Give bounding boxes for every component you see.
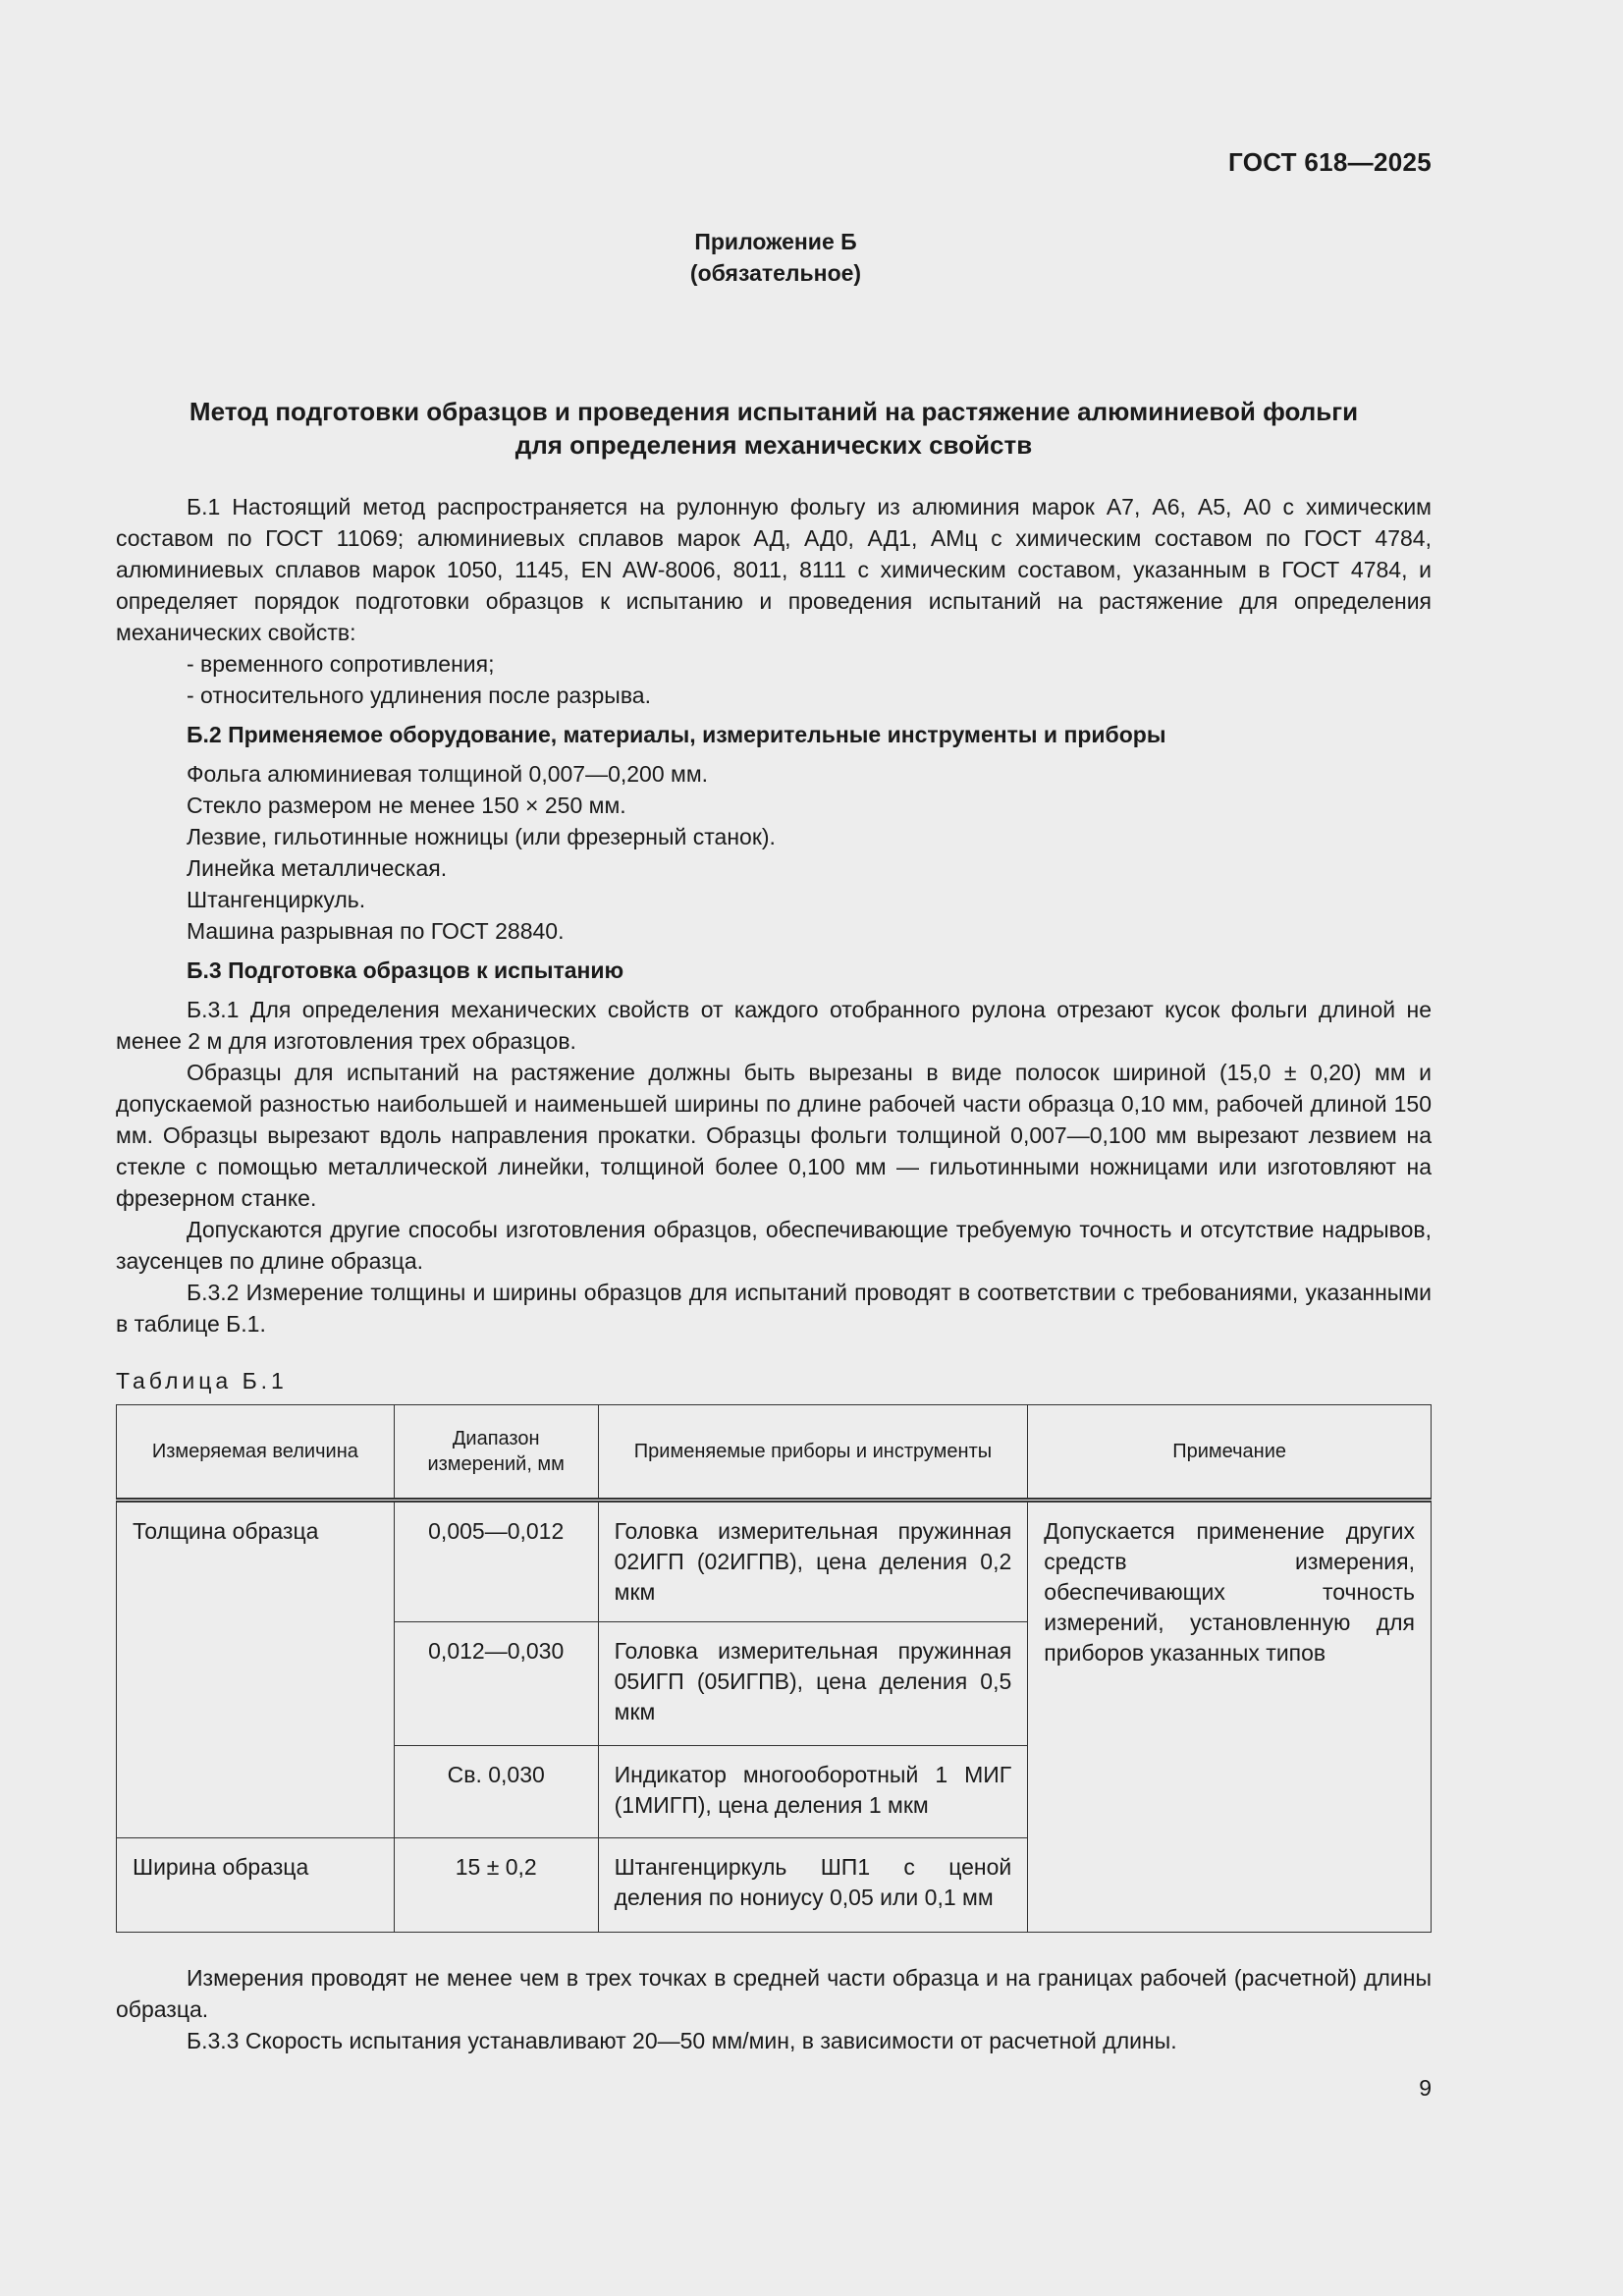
column-header: Измеряемая величина <box>117 1405 395 1501</box>
document-body <box>116 491 1432 2056</box>
paragraph-b1: Б.1 Настоящий метод распространяется на рулонную фольгу из алюминия марок А7, А6, А5, А0 с химическим составом по ГОСТ 11069; алюминиевых сплавов марок АД, АД0, АД1, АМц с химическим составом по ГОСТ 4784, алюминиевых сплавов марок 1050, 1145, EN AW-8006, 8011, 8111 с химическим составом, указанным в ГОСТ 4784, и определяет порядок подготовки образцов к испытанию и проведения испытаний на растяжение для определения механических свойств: <box>116 494 1432 645</box>
appendix-heading <box>0 226 1551 289</box>
main-title-line-1: Метод подготовки образцов и проведения испытаний на растяжение алюминиевой фольги <box>189 397 1359 426</box>
measurement-table <box>116 1404 1432 1933</box>
table-caption: Таблица Б.1 <box>116 1368 288 1394</box>
quantity-cell-thickness: Толщина образца <box>117 1501 395 1838</box>
equipment-item: Стекло размером не менее 150 × 250 мм. <box>187 793 626 818</box>
main-title-line-2: для определения механических свойств <box>514 430 1033 460</box>
equipment-item: Линейка металлическая. <box>187 855 448 881</box>
range-cell: Св. 0,030 <box>394 1746 598 1838</box>
column-header: Примечание <box>1028 1405 1432 1501</box>
paragraph-b3-3: Б.3.3 Скорость испытания устанавливают 20—50 мм/мин, в зависимости от расчетной длины. <box>187 2028 1177 2053</box>
appendix-title: Приложение Б <box>694 229 857 254</box>
list-item: - временного сопротивления; <box>187 651 495 677</box>
note-cell: Допускается применение других средств измерения, обеспечивающих точность измерений, установленную для приборов указанных типов <box>1028 1501 1432 1933</box>
paragraph-b3-2: Б.3.2 Измерение толщины и ширины образцов для испытаний проводят в соответствии с требованиями, указанными в таблице Б.1. <box>116 1280 1432 1337</box>
column-header: Диапазон измерений, мм <box>394 1405 598 1501</box>
table-row <box>117 1501 1432 1622</box>
tool-cell: Головка измерительная пружинная 02ИГП (02ИГПВ), цена деления 0,2 мкм <box>598 1501 1028 1622</box>
page-number: 9 <box>1419 2075 1432 2101</box>
paragraph-b3-1: Б.3.1 Для определения механических свойств от каждого отобранного рулона отрезают кусок фольги длиной не менее 2 м для изготовления трех образцов. <box>116 997 1432 1054</box>
equipment-item: Фольга алюминиевая толщиной 0,007—0,200 мм. <box>187 761 709 787</box>
section-heading-b3: Б.3 Подготовка образцов к испытанию <box>187 957 624 983</box>
paragraph-other-methods: Допускаются другие способы изготовления образцов, обеспечивающие требуемую точность и отсутствие надрывов, заусенцев по длине образца. <box>116 1217 1432 1274</box>
equipment-item: Штангенциркуль. <box>187 887 366 912</box>
equipment-item: Машина разрывная по ГОСТ 28840. <box>187 918 565 944</box>
table-header-row <box>117 1405 1432 1501</box>
section-heading-b2: Б.2 Применяемое оборудование, материалы, измерительные инструменты и приборы <box>187 722 1166 747</box>
quantity-cell-width: Ширина образца <box>117 1838 395 1933</box>
paragraph-measurement-points: Измерения проводят не менее чем в трех точках в средней части образца и на границах рабочей (расчетной) длины образца. <box>116 1965 1432 2022</box>
tool-cell: Индикатор многооборотный 1 МИГ (1МИГП), цена деления 1 мкм <box>598 1746 1028 1838</box>
tool-cell: Штангенциркуль ШП1 с ценой деления по нониусу 0,05 или 0,1 мм <box>598 1838 1028 1933</box>
list-item: - относительного удлинения после разрыва. <box>187 683 651 708</box>
document-code: ГОСТ 618—2025 <box>1228 147 1432 177</box>
paragraph-specimen-shape: Образцы для испытаний на растяжение должны быть вырезаны в виде полосок шириной (15,0 ± 0,20) мм и допускаемой разностью наибольшей и наименьшей ширины по длине рабочей части образца 0,10 мм, рабочей длиной 150 мм. Образцы вырезают вдоль направления прокатки. Образцы фольги толщиной 0,007—0,100 мм вырезают лезвием на стекле с помощью металлической линейки, толщиной более 0,100 мм — гильотинными ножницами или изготовляют на фрезерном станке. <box>116 1060 1432 1211</box>
column-header: Применяемые приборы и инструменты <box>598 1405 1028 1501</box>
range-cell: 0,005—0,012 <box>394 1501 598 1622</box>
tool-cell: Головка измерительная пружинная 05ИГП (05ИГПВ), цена деления 0,5 мкм <box>598 1622 1028 1746</box>
appendix-status: (обязательное) <box>689 260 862 286</box>
main-title <box>116 395 1432 462</box>
range-cell: 15 ± 0,2 <box>394 1838 598 1933</box>
range-cell: 0,012—0,030 <box>394 1622 598 1746</box>
equipment-item: Лезвие, гильотинные ножницы (или фрезерный станок). <box>187 824 776 849</box>
